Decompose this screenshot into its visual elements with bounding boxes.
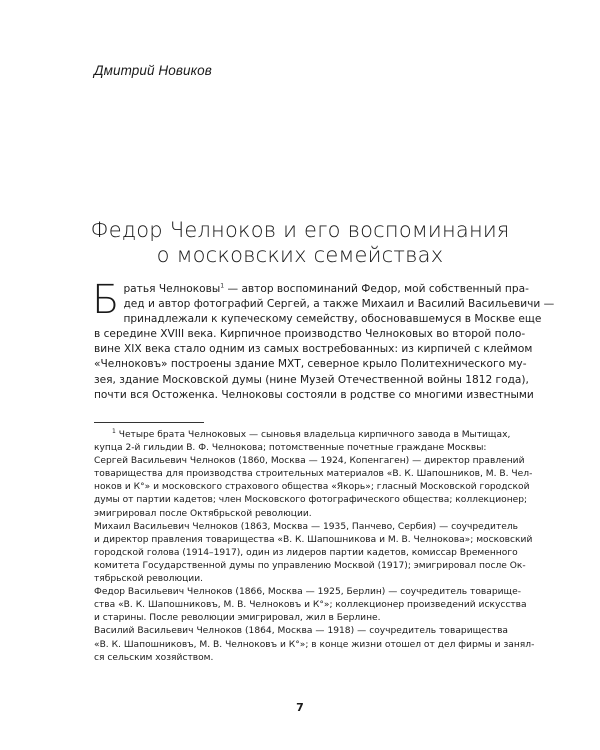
footnote-line-15: и старины. После революции эмигрировал, жил в Берлине. <box>94 613 381 624</box>
footnote-line-4: товарищества для производства строительных материалов «В. К. Шапошников, М. В. Чел- <box>94 469 533 480</box>
footnote-line-2: купца 2-й гильдии В. Ф. Челнокова; потомственные почетные граждане Москвы: <box>94 443 487 454</box>
footnote-line-6: думы от партии кадетов; член Московского фотографического общества; коллекционер; <box>94 495 528 506</box>
footnote-line-13: Федор Васильевич Челноков (1866, Москва — 1925, Берлин) — соучредитель товарище- <box>94 587 521 598</box>
footnote-divider <box>94 422 204 423</box>
body-line-7: зея, здание Московской думы (нине Музей Отечественной войны 1812 года), <box>94 373 529 386</box>
footnote-marker: 1 <box>112 427 116 435</box>
chapter-title-line-2: о московских семействах <box>156 243 444 267</box>
body-line-1-end: — автор воспоминаний Федор, мой собственный пра- <box>224 283 529 295</box>
footnote-line-7: эмигрировал после Октябрьской революции. <box>94 508 312 519</box>
footnote-line-14: ства «В. К. Шапошниковъ, М. В. Челноковъ и К°»; коллекционер произведений искусства <box>94 600 527 611</box>
body-line-1 <box>94 282 529 297</box>
footnote-line-8: Михаил Васильевич Челноков (1863, Москва — 1935, Панчево, Сербия) — соучредитель <box>94 521 519 532</box>
footnotes <box>94 427 535 665</box>
footnote-line-1 <box>94 427 511 442</box>
body-line-5: вине XIX века стало одним из самых востребованных: из кирпичей с клеймом <box>94 343 533 356</box>
footnote-line-9: и директор правления товарищества «В. К. Шапошникова и М. В. Челнокова»; московский <box>94 534 533 545</box>
footnote-line-11: комитета Государственной думы по управлению Москвой (1917); эмигрировал после Ок- <box>94 560 526 571</box>
running-header-author: Дмитрий Новиков <box>94 63 212 78</box>
body-line-2: дед и автор фотографий Сергей, а также Михаил и Василий Васильевичи — <box>123 298 555 311</box>
chapter-title <box>60 218 540 268</box>
footnote-line-17: «В. К. Шапошниковъ, М. В. Челноковъ и К°»; в конце жизни отошел от дел фирмы и занял- <box>94 639 535 650</box>
chapter-title-line-1: Федор Челноков и его воспоминания <box>90 218 510 242</box>
footnote-line-1-text: Четыре брата Челноковых — сыновья владельца кирпичного завода в Мытищах, <box>115 430 511 440</box>
footnote-reference[interactable]: 1 <box>220 282 225 290</box>
footnote-line-3: Сергей Васильевич Челноков (1860, Москва — 1924, Копенгаген) — директор правлений <box>94 456 525 467</box>
footnote-line-5: ноков и К°» и московского страхового общества «Якорь»; гласный Московской городской <box>94 482 530 493</box>
body-text <box>92 277 555 403</box>
footnote-line-18: ся сельским хозяйством. <box>94 652 214 663</box>
body-line-3: принадлежали к купеческому семейству, обосновавшемуся в Москве еще <box>123 313 542 326</box>
drop-cap: Б <box>92 277 120 323</box>
footnote-line-10: городской голова (1914–1917), один из лидеров партии кадетов, комиссар Временного <box>94 547 518 558</box>
footnote-line-16: Василий Васильевич Челноков (1864, Москва — 1918) — соучредитель товарищества <box>94 626 508 637</box>
body-line-1-start: ратья Челноковы <box>123 283 221 295</box>
body-line-8: почти вся Остоженка. Челноковы состояли в родстве со многими известными <box>94 388 534 401</box>
body-line-4: в середине XVIII века. Кирпичное производство Челноковых во второй поло- <box>94 328 526 341</box>
body-line-6: «Челноковъ» построены здание МХТ, северное крыло Политехнического му- <box>94 358 527 371</box>
footnote-line-12: тябрьской революции. <box>94 574 204 585</box>
page-number: 7 <box>296 701 304 714</box>
